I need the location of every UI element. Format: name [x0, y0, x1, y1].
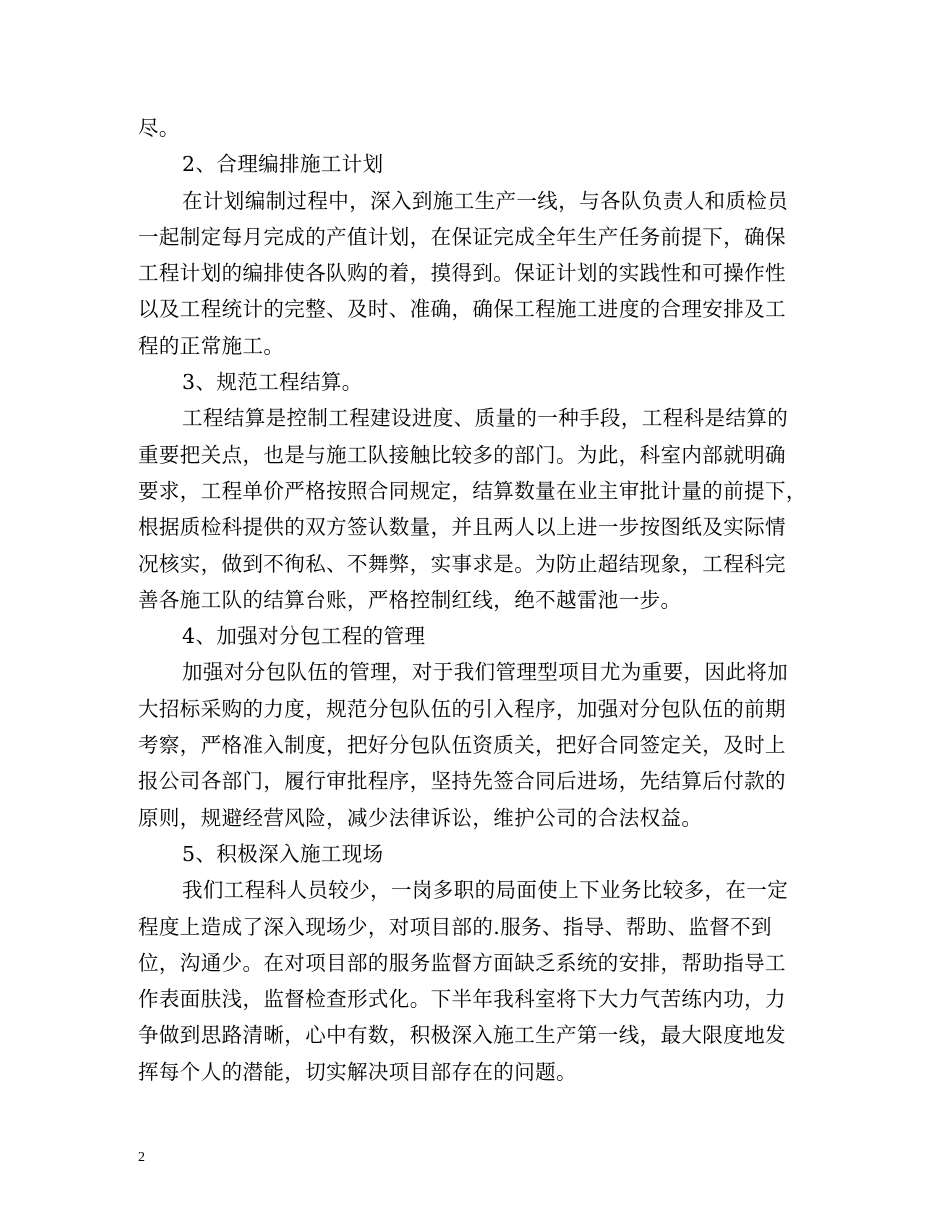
text-line: 大招标采购的力度，规范分包队伍的引入程序，加强对分包队伍的前期 [138, 696, 786, 721]
text-line: 挥每个人的潜能，切实解决项目部存在的问题。 [138, 1059, 577, 1084]
text-line: 原则，规避经营风险，减少法律诉讼，维护公司的合法权益。 [138, 805, 703, 830]
text-line: 考察，严格准入制度，把好分包队伍资质关，把好合同签定关，及时上 [138, 733, 786, 758]
text-line: 争做到思路清晰，心中有数，积极深入施工生产第一线，最大限度地发 [138, 1023, 786, 1048]
section-heading: 4、加强对分包工程的管理 [182, 624, 426, 649]
text-line: 工程计划的编排使各队购的着，摸得到。保证计划的实践性和可操作性 [138, 261, 786, 286]
text-line: 加强对分包队伍的管理，对于我们管理型项目尤为重要，因此将加 [182, 660, 789, 685]
text-line: 位，沟通少。在对项目部的服务监督方面缺乏系统的安排，帮助指导工 [138, 950, 786, 975]
text-line: 程度上造成了深入现场少，对项目部的.服务、指导、帮助、监督不到 [138, 914, 772, 939]
text-line: 重要把关点，也是与施工队接触比较多的部门。为此，科室内部就明确 [138, 442, 786, 467]
section-heading: 3、规范工程结算。 [182, 370, 363, 395]
text-line: 工程结算是控制工程建设进度、质量的一种手段，工程科是结算的 [182, 406, 789, 431]
text-line: 尽。 [138, 116, 180, 140]
text-line: 我们工程科人员较少，一岗多职的局面使上下业务比较多，在一定 [182, 878, 789, 903]
page-number: 2 [138, 1150, 145, 1165]
text-line: 善各施工队的结算台账，严格控制红线，绝不越雷池一步。 [138, 587, 682, 612]
text-line: 根据质检科提供的双方签认数量，并且两人以上进一步按图纸及实际情 [138, 515, 786, 540]
text-line: 程的正常施工。 [138, 333, 285, 358]
text-line: 作表面肤浅，监督检查形式化。下半年我科室将下大力气苦练内功，力 [138, 987, 786, 1012]
text-line: 以及工程统计的完整、及时、准确，确保工程施工进度的合理安排及工 [138, 297, 786, 322]
section-heading: 5、积极深入施工现场 [182, 841, 384, 866]
text-line: 报公司各部门，履行审批程序，坚持先签合同后进场，先结算后付款的 [138, 769, 786, 794]
section-heading: 2、合理编排施工计划 [182, 152, 384, 177]
text-line: 要求，工程单价严格按照合同规定，结算数量在业主审批计量的前提下， [138, 478, 807, 503]
text-line: 况核实，做到不徇私、不舞弊，实事求是。为防止超结现象，工程科完 [138, 551, 786, 576]
text-line: 一起制定每月完成的产值计划，在保证完成全年生产任务前提下，确保 [138, 224, 786, 249]
text-line: 在计划编制过程中，深入到施工生产一线，与各队负责人和质检员 [182, 188, 789, 213]
body-text [138, 110, 814, 1090]
